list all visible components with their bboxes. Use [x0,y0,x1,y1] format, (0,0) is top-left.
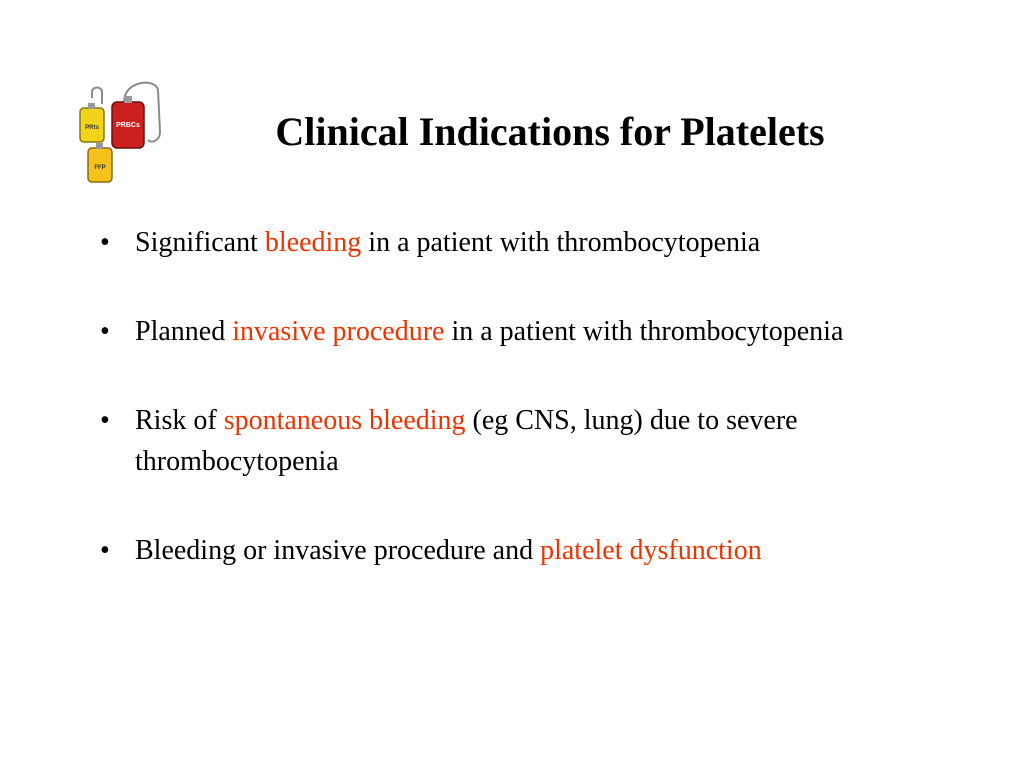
prbc-bag-label: PRBCs [116,122,140,129]
blood-bags-logo [72,74,168,190]
ffp-bag-label: FFP [94,165,106,171]
bullet-item [100,311,980,352]
prbc-bag-port [124,96,132,103]
bullet-item [100,222,980,263]
bullet-text: in a patient with thrombocytopenia [444,316,844,347]
bullet-text: Risk of [135,405,224,436]
bullet-text: Bleeding or invasive procedure and [135,535,541,566]
bullet-highlight: invasive procedure [232,316,445,347]
platelet-bag-label: PRts [85,125,99,131]
platelet-bag-port [88,103,95,109]
logo-tubing [92,88,102,105]
bullet-list [100,222,980,619]
bullet-highlight: spontaneous bleeding [223,405,466,436]
bullet-highlight: platelet dysfunction [540,535,762,566]
bullet-text: Planned [135,316,233,347]
bullet-item [100,530,980,571]
ffp-bag-port [96,143,103,149]
bullet-marker: • [100,405,110,436]
bullet-item [100,400,980,482]
bullet-marker: • [100,227,110,258]
bullet-text: (eg CNS, lung) due to severe thrombocytopenia [135,405,798,477]
bullet-highlight: bleeding [264,227,362,258]
bullet-marker: • [100,316,110,347]
slide-title: Clinical Indications for Platelets [275,109,825,154]
bullet-text: in a patient with thrombocytopenia [361,227,761,258]
bullet-marker: • [100,535,110,566]
bullet-text: Significant [135,227,265,258]
